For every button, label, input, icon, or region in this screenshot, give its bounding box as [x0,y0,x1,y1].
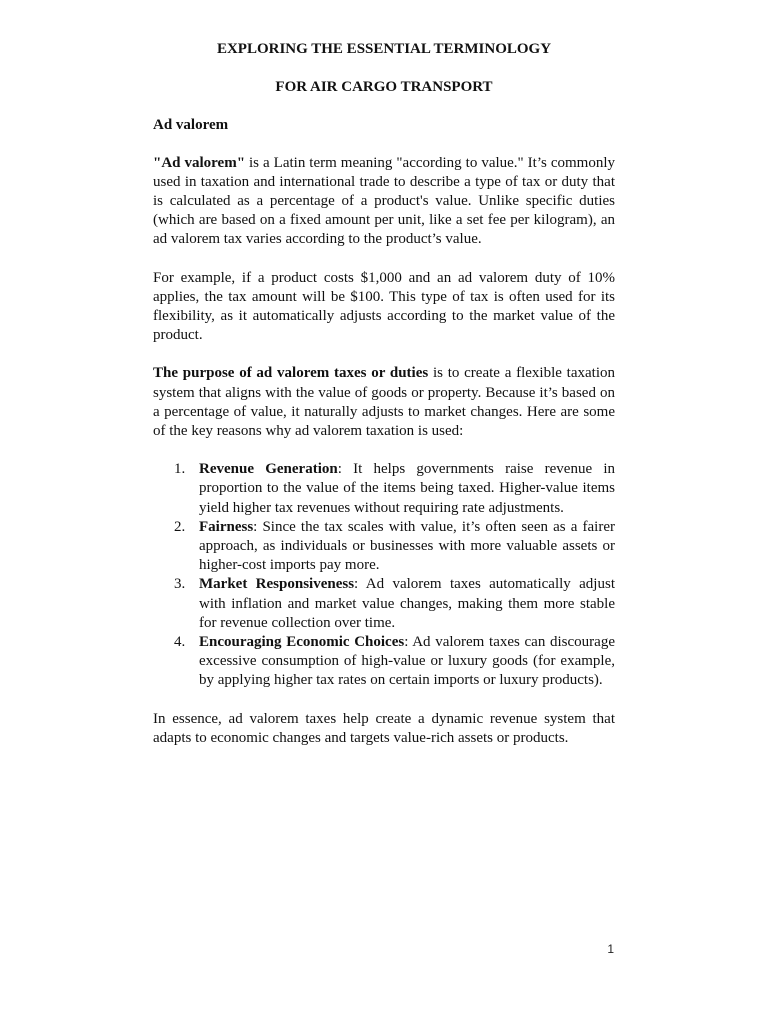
paragraph-definition-text: is a Latin term meaning "according to value." It’s commonly used in taxation and international trade to describe a type of tax or duty that is calculated as a percentage of a product's value. Unlike specific duties (which are based on a fixed amount per unit, like a set fee per kilogram), an ad valorem tax varies according to the product’s value. [153,154,615,248]
page-number: 1 [607,942,614,956]
list-item-term: Fairness [199,518,254,535]
document-title-line-2: FOR AIR CARGO TRANSPORT [275,79,493,96]
list-item-text: : Since the tax scales with value, it’s often seen as a fairer approach, as individuals or businesses with more valuable assets or higher-cost imports pay more. [199,518,615,574]
reasons-list [153,460,615,690]
list-item-number: 1. [174,461,186,478]
paragraph-conclusion: In essence, ad valorem taxes help create a dynamic revenue system that adapts to economic changes and targets value-rich assets or products. [153,710,615,746]
document-title-line-1: EXPLORING THE ESSENTIAL TERMINOLOGY [216,41,552,57]
list-item-number: 2. [174,518,186,535]
paragraph-example: For example, if a product costs $1,000 and an ad valorem duty of 10% applies, the tax amount will be $100. This type of tax is often used for its flexibility, as it automatically adjusts according to the market value of the product. [153,269,615,344]
list-item-number: 4. [174,634,186,651]
list-item [153,460,615,518]
paragraph-purpose-lead: The purpose of ad valorem taxes or duties [153,365,429,382]
list-item-term: Revenue Generation [199,461,338,478]
list-item-text: : Ad valorem taxes automatically adjust with inflation and market value changes, making them more stable for revenue collection over time. [199,576,615,631]
list-item-term: Encouraging Economic Choices [199,634,405,651]
list-item-term: Market Responsiveness [199,576,355,593]
paragraph-purpose [153,364,615,441]
list-item [153,575,615,633]
section-heading: Ad valorem [153,117,229,134]
paragraph-definition-lead: "Ad valorem" [153,154,246,171]
list-item-text: : Ad valorem taxes can discourage excessive consumption of high-value or luxury goods (for example, by applying higher tax rates on certain imports or luxury products). [199,634,615,689]
list-item [153,518,615,576]
paragraph-definition [153,154,615,250]
list-item [153,633,615,691]
document-body [153,38,615,748]
list-item-number: 3. [174,576,186,593]
paragraph-purpose-text: is to create a flexible taxation system that aligns with the value of goods or property. Because it’s based on a percentage of value, it naturally adjusts to market changes. Here are some of the key reasons why ad valorem taxation is used: [153,365,615,440]
list-item-text: : It helps governments raise revenue in proportion to the value of the items being taxed. Higher-value items yield higher tax revenues without requiring rate adjustments. [199,461,615,516]
